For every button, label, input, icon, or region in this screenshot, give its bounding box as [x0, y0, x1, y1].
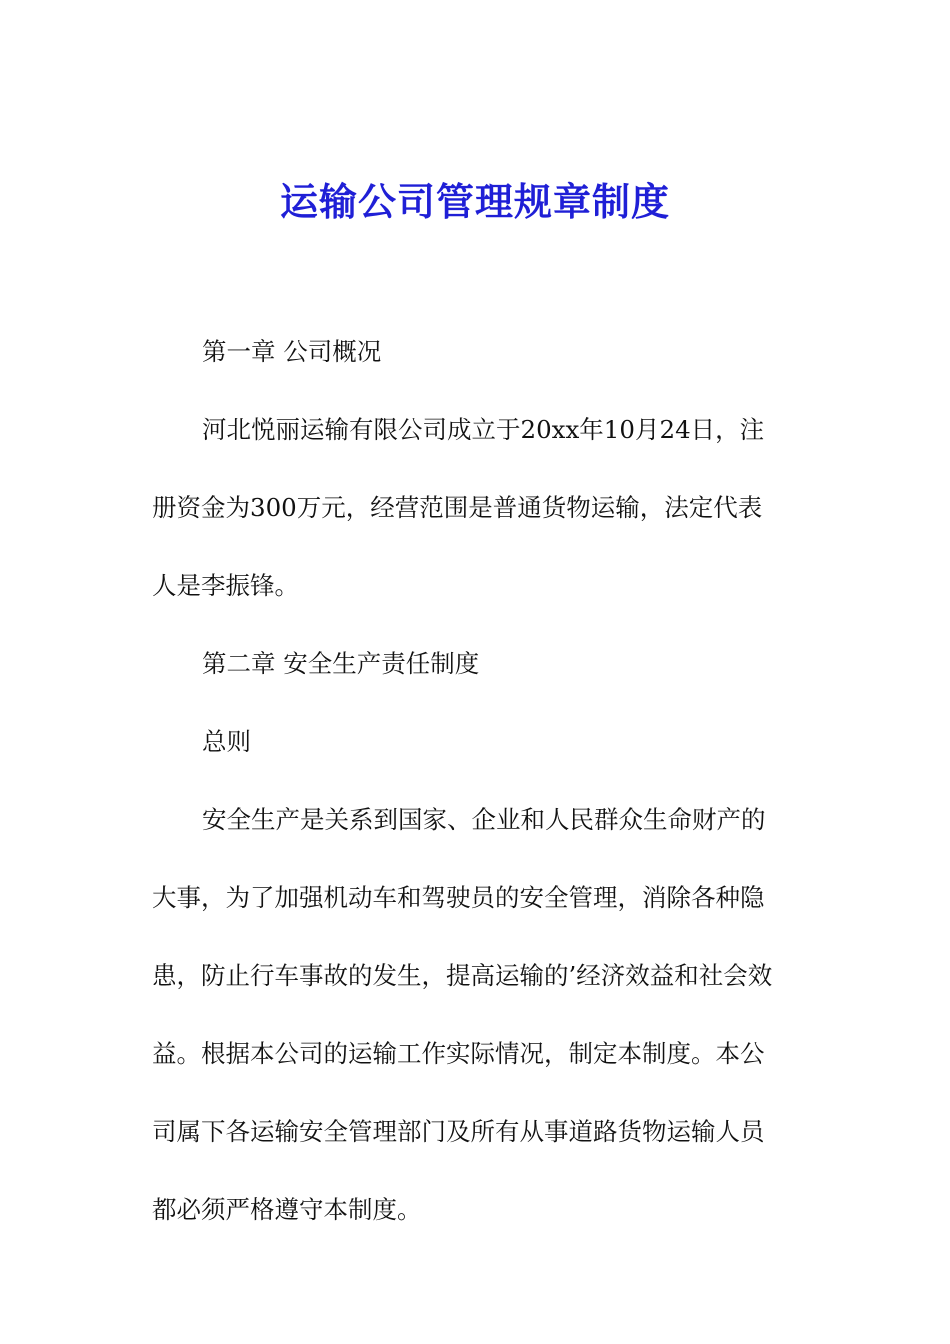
paragraph-line: 司属下各运输安全管理部门及所有从事道路货物运输人员	[152, 1117, 765, 1146]
paragraph-line: 益。根据本公司的运输工作实际情况，制定本制度。本公	[152, 1039, 765, 1068]
chapter-heading-2: 第二章 安全生产责任制度	[202, 649, 480, 678]
paragraph-line: 都必须严格遵守本制度。	[152, 1195, 422, 1224]
paragraph-line: 大事，为了加强机动车和驾驶员的安全管理，消除各种隐	[152, 883, 765, 912]
paragraph-line: 人是李振锋。	[152, 571, 299, 600]
paragraph-line: 患，防止行车事故的发生，提高运输的’经济效益和社会效	[152, 961, 773, 990]
section-heading: 总则	[202, 727, 251, 756]
document-title: 运输公司管理规章制度	[279, 179, 670, 224]
document-body	[152, 327, 812, 1263]
paragraph-line: 册资金为300万元，经营范围是普通货物运输，法定代表	[152, 493, 763, 522]
chapter-heading-1: 第一章 公司概况	[202, 337, 382, 366]
paragraph-line: 安全生产是关系到国家、企业和人民群众生命财产的	[202, 805, 766, 834]
paragraph-line: 河北悦丽运输有限公司成立于20xx年10月24日，注	[202, 415, 765, 444]
